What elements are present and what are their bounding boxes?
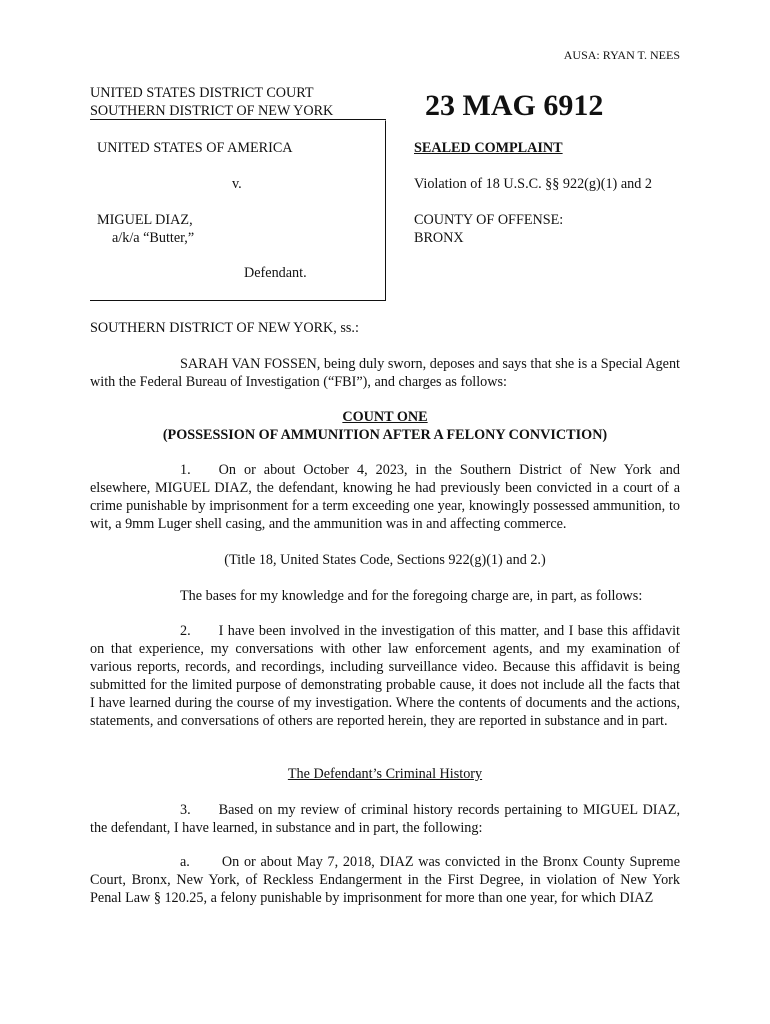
defendant-name: MIGUEL DIAZ,	[97, 212, 193, 228]
count-subtitle: (POSSESSION OF AMMUNITION AFTER A FELONY CONVICTION)	[162, 427, 608, 443]
case-number: 23 MAG 6912	[425, 89, 604, 122]
paragraph-2-text: I have been involved in the investigation of this matter, and I base this affidavit on that experience, my conversations with other law enforcement agents, and my examination of various reports, records, and recordings, including surveillance video. Because this affidavit is being submitted for the limited purpose of demonstrating probable cause, it does not include all the facts that I have learned during the course of my investigation. Where the contents of documents and the actions, statements, and conversations of others are reported herein, they are reported in substance and in part.	[90, 623, 680, 729]
paragraph-3-text: Based on my review of criminal history records pertaining to MIGUEL DIAZ, the defendant, I have learned, in substance and in part, the following:	[90, 802, 680, 836]
court-name	[90, 84, 333, 120]
count-title: COUNT ONE	[342, 409, 428, 425]
county-label: COUNTY OF OFFENSE:	[414, 212, 564, 228]
document-type: SEALED COMPLAINT	[414, 140, 563, 156]
paragraph-a	[90, 853, 680, 907]
ausa-line: AUSA: RYAN T. NEES	[563, 48, 680, 62]
plaintiff-name: UNITED STATES OF AMERICA	[97, 140, 293, 156]
versus: v.	[232, 176, 242, 192]
defendant-label: Defendant.	[244, 265, 307, 281]
bases-line: The bases for my knowledge and for the foregoing charge are, in part, as follows:	[180, 588, 643, 604]
venue-line: SOUTHERN DISTRICT OF NEW YORK, ss.:	[90, 320, 359, 336]
paragraph-1-text: On or about October 4, 2023, in the Southern District of New York and elsewhere, MIGUEL DIAZ, the defendant, knowing he had previously been convicted in a court of a crime punishable by imprisonment for a term exceeding one year, knowingly possessed ammunition, to wit, a 9mm Luger shell casing, and the ammunition was in and affecting commerce.	[90, 462, 680, 532]
paragraph-2-number: 2.	[180, 623, 191, 639]
intro-paragraph: SARAH VAN FOSSEN, being duly sworn, deposes and says that she is a Special Agent with the Federal Bureau of Investigation (“FBI”), and charges as follows:	[90, 356, 680, 390]
paragraph-1	[90, 461, 680, 533]
paragraph-a-number: a.	[180, 854, 190, 870]
court-line-2: SOUTHERN DISTRICT OF NEW YORK	[90, 103, 334, 119]
paragraph-2	[90, 622, 680, 730]
county-value: BRONX	[414, 230, 464, 246]
court-line-1: UNITED STATES DISTRICT COURT	[90, 85, 314, 101]
paragraph-1-number: 1.	[180, 462, 191, 478]
violation-citation: Violation of 18 U.S.C. §§ 922(g)(1) and 2	[414, 176, 652, 192]
defendant-alias: a/k/a “Butter,”	[112, 230, 195, 246]
paragraph-3	[90, 801, 680, 837]
statute-citation: (Title 18, United States Code, Sections 922(g)(1) and 2.)	[224, 552, 546, 568]
section-heading: The Defendant’s Criminal History	[287, 766, 483, 782]
paragraph-a-text: On or about May 7, 2018, DIAZ was convicted in the Bronx County Supreme Court, Bronx, New York, of Reckless Endangerment in the First Degree, in violation of New York Penal Law § 120.25, a felony punishable by imprisonment for more than one year, for which DIAZ	[90, 854, 680, 906]
paragraph-3-number: 3.	[180, 802, 191, 818]
